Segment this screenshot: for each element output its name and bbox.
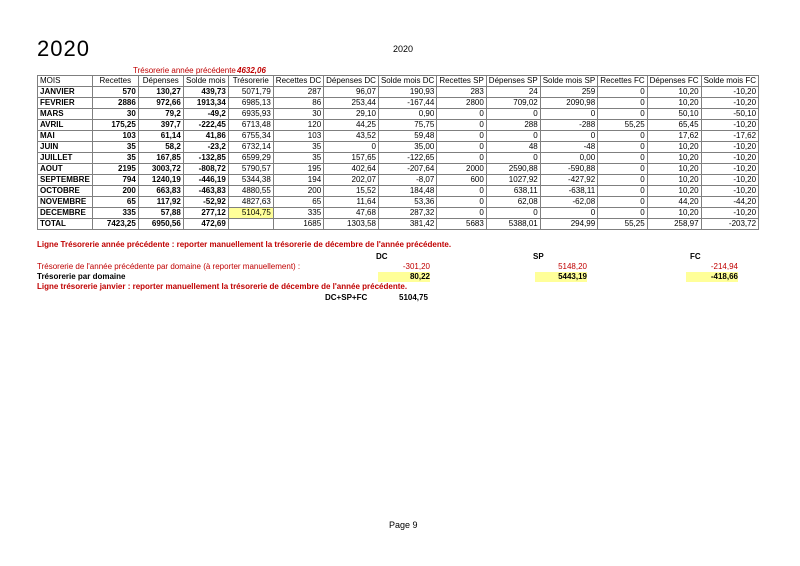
table-row xyxy=(38,98,759,109)
column-header: Dépenses SP xyxy=(486,76,540,87)
month-cell: MARS xyxy=(38,109,93,120)
table-cell: 65 xyxy=(92,197,138,208)
table-cell: 2000 xyxy=(437,164,486,175)
table-cell: -808,72 xyxy=(183,164,228,175)
table-cell: -17,62 xyxy=(701,131,758,142)
table-cell: -10,20 xyxy=(701,175,758,186)
total-cell: 5683 xyxy=(437,219,486,230)
table-cell: 5344,38 xyxy=(228,175,273,186)
prev-by-domain-sp: 5148,20 xyxy=(558,262,587,271)
table-cell: 200 xyxy=(273,186,323,197)
table-cell: 57,88 xyxy=(138,208,183,219)
table-cell: 6935,93 xyxy=(228,109,273,120)
table-cell: 29,10 xyxy=(324,109,379,120)
table-cell: 439,73 xyxy=(183,87,228,98)
table-cell: 287 xyxy=(273,87,323,98)
table-cell: 35 xyxy=(273,142,323,153)
table-cell: 30 xyxy=(92,109,138,120)
table-cell: -8,07 xyxy=(378,175,436,186)
table-cell: 794 xyxy=(92,175,138,186)
page-year-title: 2020 xyxy=(37,36,90,61)
domain-header-fc: FC xyxy=(690,252,701,261)
by-domain-label: Trésorerie par domaine xyxy=(37,272,126,281)
table-cell: 663,83 xyxy=(138,186,183,197)
table-cell: 259 xyxy=(540,87,597,98)
total-cell: 258,97 xyxy=(647,219,701,230)
total-cell: 55,25 xyxy=(598,219,647,230)
table-cell: -10,20 xyxy=(701,186,758,197)
table-cell: 0 xyxy=(540,131,597,142)
table-cell: 0 xyxy=(598,164,647,175)
table-cell: 86 xyxy=(273,98,323,109)
table-cell: 30 xyxy=(273,109,323,120)
prev-treasury-label: Trésorerie année précédente xyxy=(133,66,236,75)
table-cell: 62,08 xyxy=(486,197,540,208)
table-cell: 253,44 xyxy=(324,98,379,109)
table-row xyxy=(38,87,759,98)
table-cell: 2886 xyxy=(92,98,138,109)
table-cell: 0 xyxy=(598,131,647,142)
table-cell: 402,64 xyxy=(324,164,379,175)
total-cell xyxy=(228,219,273,230)
table-row xyxy=(38,175,759,186)
by-domain-fc: -418,66 xyxy=(686,272,738,282)
table-cell: 175,25 xyxy=(92,120,138,131)
table-cell: 157,65 xyxy=(324,153,379,164)
month-cell: JANVIER xyxy=(38,87,93,98)
table-cell: 47,68 xyxy=(324,208,379,219)
month-cell: AOUT xyxy=(38,164,93,175)
table-cell: 17,62 xyxy=(647,131,701,142)
table-cell: 6599,29 xyxy=(228,153,273,164)
table-cell: 103 xyxy=(273,131,323,142)
table-cell: 0 xyxy=(598,142,647,153)
total-cell: 6950,56 xyxy=(138,219,183,230)
table-cell: 0,90 xyxy=(378,109,436,120)
table-cell: 6985,13 xyxy=(228,98,273,109)
table-cell: 55,25 xyxy=(598,120,647,131)
table-cell: 570 xyxy=(92,87,138,98)
table-cell: 35 xyxy=(92,153,138,164)
month-cell: DECEMBRE xyxy=(38,208,93,219)
table-cell: 0 xyxy=(437,131,486,142)
table-cell: 0,00 xyxy=(540,153,597,164)
table-cell: 194 xyxy=(273,175,323,186)
domain-header-sp: SP xyxy=(533,252,544,261)
column-header: Solde mois DC xyxy=(378,76,436,87)
table-cell: 0 xyxy=(486,131,540,142)
table-cell: 1913,34 xyxy=(183,98,228,109)
table-cell: -446,19 xyxy=(183,175,228,186)
header-year: 2020 xyxy=(393,44,414,54)
table-cell: 10,20 xyxy=(647,208,701,219)
table-row xyxy=(38,109,759,120)
table-row xyxy=(38,164,759,175)
table-cell: -10,20 xyxy=(701,142,758,153)
table-cell: 10,20 xyxy=(647,186,701,197)
table-cell: 0 xyxy=(540,109,597,120)
table-cell: 287,32 xyxy=(378,208,436,219)
table-cell: 0 xyxy=(598,175,647,186)
table-row xyxy=(38,131,759,142)
table-cell: 397,7 xyxy=(138,120,183,131)
table-cell: 0 xyxy=(486,109,540,120)
total-cell: 472,69 xyxy=(183,219,228,230)
table-cell: 600 xyxy=(437,175,486,186)
table-cell: 0 xyxy=(324,142,379,153)
month-cell: AVRIL xyxy=(38,120,93,131)
table-cell: -49,2 xyxy=(183,109,228,120)
table-cell: 184,48 xyxy=(378,186,436,197)
table-cell: 277,12 xyxy=(183,208,228,219)
column-header: Solde mois SP xyxy=(540,76,597,87)
table-cell: 10,20 xyxy=(647,164,701,175)
table-cell: -222,45 xyxy=(183,120,228,131)
table-cell: 41,86 xyxy=(183,131,228,142)
table-cell: 15,52 xyxy=(324,186,379,197)
table-cell: 638,11 xyxy=(486,186,540,197)
table-cell: 117,92 xyxy=(138,197,183,208)
table-cell: 44,25 xyxy=(324,120,379,131)
table-cell: 120 xyxy=(273,120,323,131)
table-cell: 35 xyxy=(92,142,138,153)
table-cell: 10,20 xyxy=(647,175,701,186)
table-cell: -10,20 xyxy=(701,208,758,219)
total-row xyxy=(38,219,759,230)
total-cell: 1685 xyxy=(273,219,323,230)
prev-by-domain-label: Trésorerie de l'année précédente par domaine (à reporter manuellement) : xyxy=(37,262,301,271)
table-cell: 0 xyxy=(437,208,486,219)
note-january-treasury: Ligne trésorerie janvier : reporter manuellement la trésorerie de décembre de l'année précédente. xyxy=(37,282,408,291)
treasury-table xyxy=(37,75,759,230)
by-domain-sp: 5443,19 xyxy=(535,272,587,282)
table-cell: -132,85 xyxy=(183,153,228,164)
table-cell: -463,83 xyxy=(183,186,228,197)
table-cell: 283 xyxy=(437,87,486,98)
table-cell: 10,20 xyxy=(647,142,701,153)
table-cell: 50,10 xyxy=(647,109,701,120)
table-cell: 0 xyxy=(598,98,647,109)
table-cell: 200 xyxy=(92,186,138,197)
table-cell: 288 xyxy=(486,120,540,131)
column-header: Solde mois FC xyxy=(701,76,758,87)
prev-by-domain-dc: -301,20 xyxy=(402,262,430,271)
table-cell: 0 xyxy=(437,109,486,120)
column-header: Dépenses xyxy=(138,76,183,87)
table-cell: 0 xyxy=(437,153,486,164)
column-header: Recettes xyxy=(92,76,138,87)
table-cell: 2590,88 xyxy=(486,164,540,175)
table-cell: 75,75 xyxy=(378,120,436,131)
table-cell: 2195 xyxy=(92,164,138,175)
table-cell: 0 xyxy=(540,208,597,219)
table-cell: 0 xyxy=(437,197,486,208)
table-cell: -52,92 xyxy=(183,197,228,208)
column-header: Solde mois xyxy=(183,76,228,87)
table-cell: 3003,72 xyxy=(138,164,183,175)
table-cell: 0 xyxy=(437,142,486,153)
table-cell: 10,20 xyxy=(647,153,701,164)
table-header-row xyxy=(38,76,759,87)
column-header: Dépenses FC xyxy=(647,76,701,87)
table-cell: -10,20 xyxy=(701,120,758,131)
table-cell: 335 xyxy=(273,208,323,219)
table-cell: 58,2 xyxy=(138,142,183,153)
sum-value: 5104,75 xyxy=(399,293,428,302)
table-cell: 0 xyxy=(437,186,486,197)
table-cell: 0 xyxy=(598,186,647,197)
table-cell: 48 xyxy=(486,142,540,153)
table-cell: 0 xyxy=(486,153,540,164)
total-label: TOTAL xyxy=(38,219,93,230)
column-header: Recettes DC xyxy=(273,76,323,87)
column-header: MOIS xyxy=(38,76,93,87)
table-cell: 0 xyxy=(598,153,647,164)
table-cell: 96,07 xyxy=(324,87,379,98)
table-cell: 0 xyxy=(598,109,647,120)
table-cell: -167,44 xyxy=(378,98,436,109)
table-cell: -427,92 xyxy=(540,175,597,186)
table-cell: 1027,92 xyxy=(486,175,540,186)
table-cell: 195 xyxy=(273,164,323,175)
month-cell: FEVRIER xyxy=(38,98,93,109)
table-cell: 79,2 xyxy=(138,109,183,120)
table-cell: 0 xyxy=(486,208,540,219)
table-cell: 24 xyxy=(486,87,540,98)
column-header: Recettes FC xyxy=(598,76,647,87)
total-cell: 294,99 xyxy=(540,219,597,230)
table-cell: 35 xyxy=(273,153,323,164)
table-cell: 10,20 xyxy=(647,87,701,98)
table-cell: -207,64 xyxy=(378,164,436,175)
table-cell: 6755,34 xyxy=(228,131,273,142)
prev-treasury-value: 4632,06 xyxy=(237,66,266,75)
table-cell: -44,20 xyxy=(701,197,758,208)
prev-by-domain-fc: -214,94 xyxy=(710,262,738,271)
table-cell: -23,2 xyxy=(183,142,228,153)
table-cell: -288 xyxy=(540,120,597,131)
table-cell: -50,10 xyxy=(701,109,758,120)
table-cell: -48 xyxy=(540,142,597,153)
table-cell: 61,14 xyxy=(138,131,183,142)
table-cell: 0 xyxy=(598,87,647,98)
table-cell: 4827,63 xyxy=(228,197,273,208)
table-cell: -10,20 xyxy=(701,98,758,109)
table-cell: 53,36 xyxy=(378,197,436,208)
table-cell: 0 xyxy=(437,120,486,131)
table-cell: 130,27 xyxy=(138,87,183,98)
table-cell: 103 xyxy=(92,131,138,142)
total-cell: 5388,01 xyxy=(486,219,540,230)
table-cell: 6713,48 xyxy=(228,120,273,131)
table-cell: -122,65 xyxy=(378,153,436,164)
month-cell: NOVEMBRE xyxy=(38,197,93,208)
column-header: Recettes SP xyxy=(437,76,486,87)
month-cell: JUILLET xyxy=(38,153,93,164)
total-cell: -203,72 xyxy=(701,219,758,230)
table-cell: 0 xyxy=(598,197,647,208)
table-cell: 6732,14 xyxy=(228,142,273,153)
table-cell: 59,48 xyxy=(378,131,436,142)
table-row xyxy=(38,142,759,153)
month-cell: JUIN xyxy=(38,142,93,153)
table-cell: 0 xyxy=(598,208,647,219)
table-cell: 11,64 xyxy=(324,197,379,208)
month-cell: MAI xyxy=(38,131,93,142)
table-cell: 709,02 xyxy=(486,98,540,109)
table-cell: 2090,98 xyxy=(540,98,597,109)
table-row xyxy=(38,197,759,208)
table-cell: 5071,79 xyxy=(228,87,273,98)
table-cell: 167,85 xyxy=(138,153,183,164)
table-row xyxy=(38,208,759,219)
month-cell: OCTOBRE xyxy=(38,186,93,197)
table-row xyxy=(38,186,759,197)
table-cell: -10,20 xyxy=(701,153,758,164)
table-cell: -10,20 xyxy=(701,87,758,98)
sum-label: DC+SP+FC xyxy=(325,293,368,302)
table-cell: 5104,75 xyxy=(228,208,273,219)
total-cell: 381,42 xyxy=(378,219,436,230)
table-cell: 10,20 xyxy=(647,98,701,109)
table-cell: 2800 xyxy=(437,98,486,109)
by-domain-dc: 80,22 xyxy=(378,272,430,282)
table-cell: -590,88 xyxy=(540,164,597,175)
total-cell: 1303,58 xyxy=(324,219,379,230)
table-cell: 335 xyxy=(92,208,138,219)
column-header: Trésorerie xyxy=(228,76,273,87)
table-cell: 65,45 xyxy=(647,120,701,131)
column-header: Dépenses DC xyxy=(324,76,379,87)
table-cell: 44,20 xyxy=(647,197,701,208)
table-cell: 5790,57 xyxy=(228,164,273,175)
domain-header-dc: DC xyxy=(376,252,388,261)
month-cell: SEPTEMBRE xyxy=(38,175,93,186)
table-cell: 1240,19 xyxy=(138,175,183,186)
table-cell: -62,08 xyxy=(540,197,597,208)
table-cell: 4880,55 xyxy=(228,186,273,197)
table-cell: 190,93 xyxy=(378,87,436,98)
total-cell: 7423,25 xyxy=(92,219,138,230)
note-prev-treasury: Ligne Trésorerie année précédente : reporter manuellement la trésorerie de décembre de l'année précédente. xyxy=(37,240,452,249)
table-cell: 202,07 xyxy=(324,175,379,186)
table-cell: -10,20 xyxy=(701,164,758,175)
page-number: Page 9 xyxy=(389,520,418,530)
table-cell: -638,11 xyxy=(540,186,597,197)
table-row xyxy=(38,120,759,131)
table-cell: 972,66 xyxy=(138,98,183,109)
table-row xyxy=(38,153,759,164)
table-cell: 43,52 xyxy=(324,131,379,142)
table-cell: 65 xyxy=(273,197,323,208)
table-cell: 35,00 xyxy=(378,142,436,153)
